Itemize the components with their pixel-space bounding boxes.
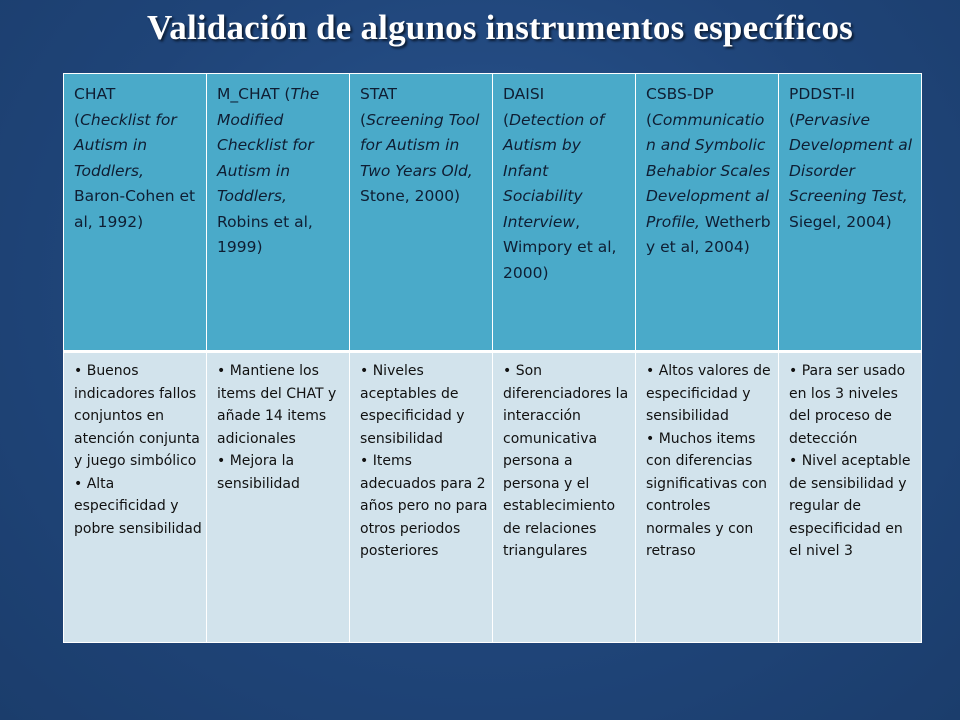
paren-open: ( [503,110,510,129]
finding-bullet: • Mantiene los items del CHAT y añade 14 items adicionales [217,363,337,447]
instrument-citation: Baron-Cohen et al, 1992) [74,187,196,231]
instrument-fullname: Detection of Autism by Infant Sociability Interview [503,110,605,231]
finding-bullet: • Muchos items con diferencias significativas con controles normales y con retraso [646,430,768,560]
findings-cell-mchat [207,352,350,643]
header-cell-stat [350,74,493,352]
instrument-acronym: M_CHAT ( [217,85,291,103]
instrument-fullname: Checklist for Autism in Toddlers, [74,110,177,180]
instrument-fullname: The Modified Checklist for Autism in Toddlers, [217,85,320,205]
finding-bullet: • Mejora la sensibilidad [217,453,300,492]
findings-cell-csbs-dp [636,352,779,643]
finding-bullet: • Nivel aceptable de sensibilidad y regular de especificidad en el nivel 3 [789,453,911,560]
instrument-acronym: CHAT [74,85,116,103]
instrument-citation: , Wimpory et al, 2000) [503,212,617,282]
instrument-citation: Siegel, 2004) [789,212,892,231]
slide-title: Validación de algunos instrumentos específicos [146,8,854,47]
instrument-citation: Robins et al, 1999) [217,212,313,256]
finding-bullet: • Niveles aceptables de especificidad y sensibilidad [360,363,465,447]
findings-cell-pddst-ii [779,352,922,643]
findings-cell-chat [64,352,207,643]
header-cell-daisi [493,74,636,352]
finding-bullet: • Alta especificidad y pobre sensibilidad [74,475,202,537]
header-cell-mchat [207,74,350,352]
table-body-row [64,352,922,643]
paren-open: ( [74,110,81,129]
instrument-acronym: STAT [360,85,397,103]
instrument-citation: Wetherby et al, 2004) [646,212,771,256]
instrument-acronym: DAISI [503,85,545,103]
findings-cell-stat [350,352,493,643]
finding-bullet: • Items adecuados para 2 años pero no para otros periodos posteriores [360,453,488,560]
header-cell-pddst-ii [779,74,922,352]
paren-open: ( [789,110,796,129]
instrument-fullname: Communication and Symbolic Behabior Scales Development al Profile, [646,110,771,231]
findings-cell-daisi [493,352,636,643]
instrument-fullname: Pervasive Development al Disorder Screening Test, [789,110,913,205]
paren-open: ( [360,110,367,129]
paren-open: ( [646,110,653,129]
finding-bullet: • Buenos indicadores fallos conjuntos en atención conjunta y juego simbólico [74,363,200,470]
instrument-citation: Stone, 2000) [360,187,461,205]
header-cell-csbs-dp [636,74,779,352]
finding-bullet: • Para ser usado en los 3 niveles del proceso de detección [789,363,906,447]
finding-bullet: • Son diferenciadores la interacción comunicativa persona a persona y el establecimiento de relaciones triangulares [503,363,629,560]
table-header-row [64,74,922,352]
finding-bullet: • Altos valores de especificidad y sensibilidad [646,363,771,425]
instrument-acronym: CSBS-DP [646,85,714,103]
instrument-acronym: PDDST-II [789,85,855,103]
instruments-table [63,73,922,643]
header-cell-chat [64,74,207,352]
instrument-fullname: Screening Tool for Autism in Two Years Old, [360,110,480,180]
